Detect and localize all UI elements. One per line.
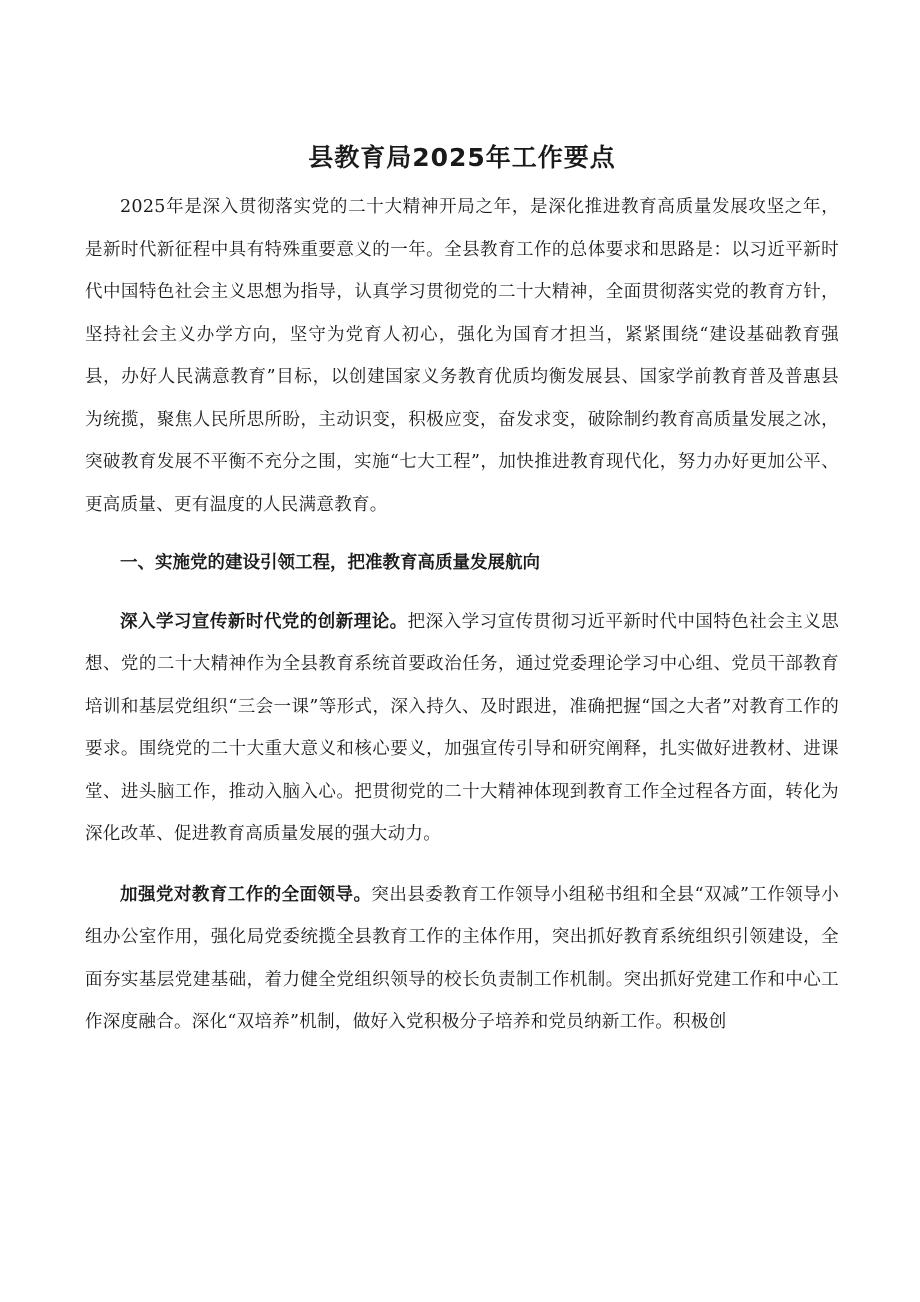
paragraph-body-text: 突出县委教育工作领导小组秘书组和全县“双减”工作领导小组办公室作用，强化局党委统揽全县教育工作的主体作用，突出抓好教育系统组织引领建设，全面夯实基层党建基础，着力健全党组织领导的校长负责制工作机制。突出抓好党建工作和中心工作深度融合。深化“双培养”机制，做好入党积极分子培养和党员纳新工作。积极创 [85,884,839,1032]
paragraph-party-leadership [85,874,839,1044]
intro-paragraph: 2025年是深入贯彻落实党的二十大精神开局之年，是深化推进教育高质量发展攻坚之年，是新时代新征程中具有特殊重要意义的一年。全县教育工作的总体要求和思路是：以习近平新时代中国特色社会主义思想为指导，认真学习贯彻党的二十大精神，全面贯彻落实党的教育方针，坚持社会主义办学方向，坚守为党育人初心，强化为国育才担当，紧紧围绕“建设基础教育强县，办好人民满意教育”目标，以创建国家义务教育优质均衡发展县、国家学前教育普及普惠县为统揽，聚焦人民所思所盼，主动识变，积极应变，奋发求变，破除制约教育高质量发展之冰，突破教育发展不平衡不充分之围，实施“七大工程”，加快推进教育现代化，努力办好更加公平、更高质量、更有温度的人民满意教育。 [85,197,839,515]
section-heading-1: 一、实施党的建设引领工程，把准教育高质量发展航向 [120,553,540,573]
paragraph-theory-study [85,601,839,856]
document-title: 县教育局2025年工作要点 [308,143,616,172]
document-page [85,138,839,1044]
paragraph-lead-title: 加强党对教育工作的全面领导。 [120,884,372,905]
paragraph-lead-title: 深入学习宣传新时代党的创新理论。 [120,611,408,632]
paragraph-body-text: 把深入学习宣传贯彻习近平新时代中国特色社会主义思想、党的二十大精神作为全县教育系统首要政治任务，通过党委理论学习中心组、党员干部教育培训和基层党组织“三会一课”等形式，深入持久、及时跟进，准确把握“国之大者”对教育工作的要求。围绕党的二十大重大意义和核心要义，加强宣传引导和研究阐释，扎实做好进教材、进课堂、进头脑工作，推动入脑入心。把贯彻党的二十大精神体现到教育工作全过程各方面，转化为深化改革、促进教育高质量发展的强大动力。 [85,611,839,844]
